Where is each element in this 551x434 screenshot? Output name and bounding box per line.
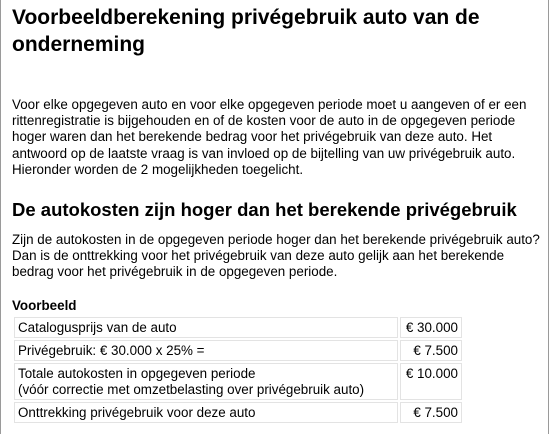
section-heading: De autokosten zijn hoger dan het berekende privégebruik — [12, 199, 517, 220]
table-row — [14, 340, 462, 361]
example-heading: Voorbeeld — [12, 298, 77, 313]
row-label — [14, 317, 398, 338]
row-label-text: Privégebruik: € 30.000 x 25% = — [18, 343, 205, 358]
table-row — [14, 402, 462, 423]
table-row — [14, 317, 462, 338]
row-value: € 7.500 — [400, 402, 462, 423]
section-paragraph: Zijn de autokosten in de opgegeven periode hoger dan het berekende privégebruik auto? Dan is de onttrekking voor het privégebruik van deze auto gelijk aan het berekende bedrag voor het privégebruik in de opgegeven periode. — [12, 232, 540, 280]
row-value: € 30.000 — [400, 317, 462, 338]
row-label — [14, 363, 398, 400]
row-label-text: Catalogusprijs van de auto — [18, 320, 177, 335]
example-table — [12, 315, 464, 425]
row-label — [14, 340, 398, 361]
row-label-text: Onttrekking privégebruik voor deze auto — [18, 405, 256, 420]
table-row — [14, 363, 462, 400]
row-label-text: Totale autokosten in opgegeven periode — [18, 366, 256, 381]
intro-paragraph: Voor elke opgegeven auto en voor elke opgegeven periode moet u aangeven of er een rittenregistratie is bijgehouden en of de kosten voor de auto in de opgegeven periode hoger waren dan het berekende bedrag voor het privégebruik van deze auto. Het antwoord op de laatste vraag is van invloed op de bijtelling van uw privégebruik auto. Hieronder worden de 2 mogelijkheden toegelicht. — [12, 97, 527, 177]
row-sublabel-text: (vóór correctie met omzetbelasting over privégebruik auto) — [18, 382, 365, 397]
row-value: € 10.000 — [400, 363, 462, 400]
row-label — [14, 402, 398, 423]
page-title: Voorbeeldberekening privégebruik auto van de onderneming — [12, 6, 480, 56]
row-value: € 7.500 — [400, 340, 462, 361]
